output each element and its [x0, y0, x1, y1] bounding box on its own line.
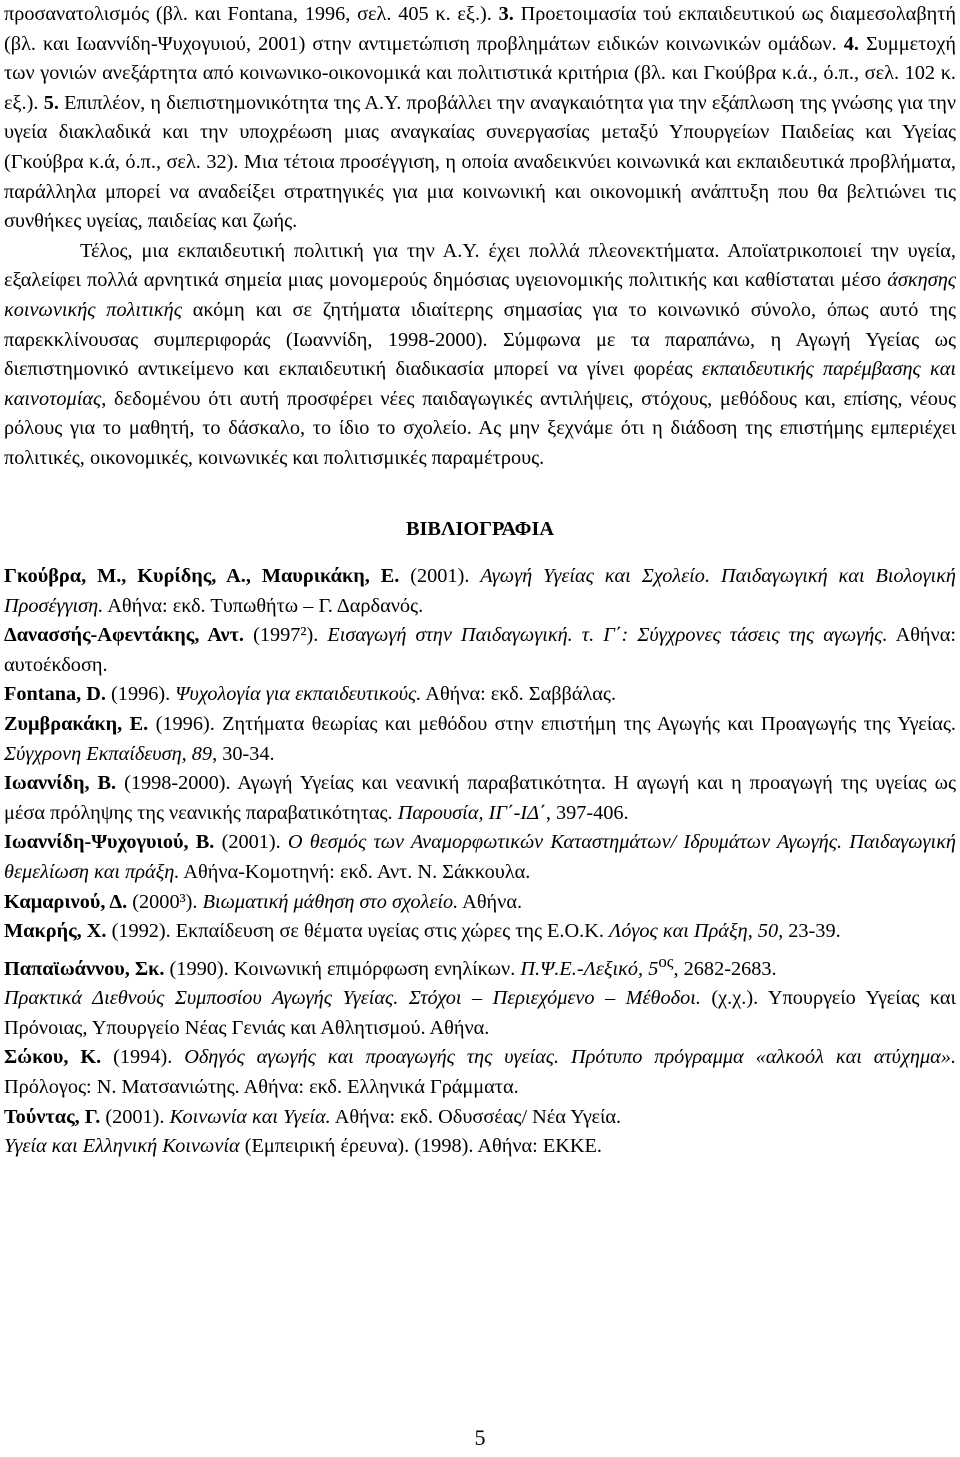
- ref-title: Εισαγωγή στην Παιδαγωγική. τ. Γ΄: Σύγχρονες τάσεις της αγωγής.: [327, 624, 888, 647]
- ref-author: Σώκου, Κ.: [4, 1046, 102, 1069]
- ref-text: (1996). Ζητήματα θεωρίας και μεθόδου στην επιστήμη της Αγωγής και Προαγωγής της Υγείας.: [148, 713, 957, 736]
- reference-entry: [4, 917, 956, 947]
- ref-text: (1998-2000). Αγωγή Υγείας και νεανική παραβατικότητα. Η αγωγή και η προαγωγή της υγείας ως μέσα πρόληψης της νεανικής παραβατικότητας.: [4, 772, 957, 824]
- list-number: 3.: [498, 3, 514, 25]
- ref-text: , 23-39.: [778, 920, 841, 943]
- reference-entry: [4, 621, 956, 680]
- ref-author: Μακρής, Χ.: [4, 920, 107, 943]
- reference-list: [4, 562, 956, 1162]
- text-run: προσανατολισμός (βλ. και Fontana, 1996, σελ. 405 κ. εξ.).: [4, 3, 499, 25]
- ref-title: Κοινωνία και Υγεία.: [169, 1105, 331, 1128]
- ref-text: (2000³).: [127, 890, 203, 913]
- superscript: ος: [658, 951, 674, 971]
- reference-entry: [4, 984, 956, 1043]
- ref-author: Γκούβρα, Μ., Κυρίδης, Α., Μαυρικάκη, Ε.: [4, 565, 400, 588]
- ref-text: (1992). Εκπαίδευση σε θέματα υγείας στις χώρες της Ε.Ο.Κ.: [106, 920, 610, 943]
- text-run: , δεδομένου ότι αυτή προσφέρει νέες παιδαγωγικές αντιλήψεις, στόχους, μεθόδους και, επίσης, νέους ρόλους για το μαθητή, το δάσκαλο, το ίδιο το σχολείο. Ας μην ξεχνάμε ότι η διάδοση της επιστήμης εμπεριέχει πολιτικές, οικονομικές, κοινωνικές και πολιτισμικές παραμέτρους.: [4, 387, 956, 469]
- text-run: Επιπλέον, η διεπιστημονικότητα της Α.Υ. προβάλλει την αναγκαιότητα για την εξάπλωση της γνώσης για την υγεία διακλαδικά και την υποχρέωση μιας αναγκαίας συνεργασίας μεταξύ Υπουργείων Παιδείας και Υγείας (Γκούβρα κ.ά, ό.π., σελ. 32). Μια τέτοια προσέγγιση, η οποία αναδεικνύει κοινωνικά και εκπαιδευτικά προβλήματα, παράλληλα μπορεί να αναδείξει στρατηγικές για μια κοινωνική και οικονομική ανάπτυξη που θα βελτιώνει τις συνθήκες υγείας, παιδείας και ζωής.: [4, 91, 956, 233]
- ref-author: Fontana, D.: [4, 683, 106, 706]
- reference-entry: [4, 562, 956, 621]
- ref-title: Πρακτικά Διεθνούς Συμποσίου Αγωγής Υγείας. Στόχοι – Περιεχόμενο – Μέθοδοι.: [4, 987, 701, 1010]
- ref-text: Πρόλογος: Ν. Ματσανιώτης. Αθήνα: εκδ. Ελληνικά Γράμματα.: [4, 1075, 519, 1098]
- ref-title: Ψυχολογία για εκπαιδευτικούς.: [175, 683, 422, 706]
- ref-text: Αθήνα: εκδ. Τυπωθήτω – Γ. Δαρδανός.: [103, 594, 424, 617]
- ref-author: Ιωαννίδη-Ψυχογυιού, Β.: [4, 831, 215, 854]
- ref-text: Αθήνα: αυτοέκδοση.: [4, 624, 956, 676]
- reference-entry: [4, 1103, 956, 1133]
- ref-title: Οδηγός αγωγής και προαγωγής της υγείας. Πρότυπο πρόγραμμα «αλκοόλ και ατύχημα».: [184, 1046, 957, 1069]
- reference-entry: [4, 1132, 956, 1162]
- reference-entry: [4, 710, 956, 769]
- ref-author: Ζυμβρακάκη, Ε.: [4, 713, 149, 736]
- ref-text: , 397-406.: [545, 801, 629, 824]
- ref-text: (2001).: [100, 1105, 170, 1128]
- ref-text: (1994).: [101, 1046, 185, 1069]
- reference-entry: [4, 1043, 956, 1102]
- ref-title: Π.Ψ.Ε.-Λεξικό, 5: [520, 957, 659, 980]
- italic-text: εκπαιδευτικής παρέμβασης και καινοτομίας: [4, 358, 956, 410]
- ref-author: Ιωαννίδη, Β.: [4, 772, 117, 795]
- paragraph-1: [4, 0, 956, 237]
- ref-text: (2001).: [399, 565, 481, 588]
- ref-text: (1990). Κοινωνική επιμόρφωση ενηλίκων.: [164, 957, 521, 980]
- ref-title: Αγωγή Υγείας και Σχολείο. Παιδαγωγική και Βιολογική Προσέγγιση.: [4, 565, 956, 617]
- ref-text: (χ.χ.). Υπουργείο Υγείας και Πρόνοιας, Υπουργείο Νέας Γενιάς και Αθλητισμού. Αθήνα.: [4, 987, 957, 1039]
- reference-entry: [4, 888, 956, 918]
- ref-text: Αθήνα.: [458, 890, 523, 913]
- ref-title: Λόγος και Πράξη, 50: [609, 920, 779, 943]
- text-run: ακόμη και σε ζητήματα ιδιαίτερης σημασίας για το κοινωνικό σύνολο, όπως αυτό της παρεκκλίνουσας συμπεριφοράς (Ιωαννίδη, 1998-2000). Σύμφωνα με τα παραπάνω, η Αγωγή Υγείας ως διεπιστημονικό αντικείμενο και εκπαιδευτική διαδικασία μπορεί να γίνει φορέας: [4, 298, 957, 381]
- ref-text: Αθήνα: εκδ. Σαββάλας.: [421, 683, 617, 706]
- ref-title: Βιωματική μάθηση στο σχολείο.: [202, 890, 459, 913]
- italic-text: άσκησης κοινωνικής πολιτικής: [4, 269, 956, 321]
- list-number: 4.: [843, 32, 859, 55]
- ref-text: , 30-34.: [212, 742, 275, 765]
- ref-title: Υγεία και Ελληνική Κοινωνία: [4, 1135, 240, 1158]
- ref-author: Δανασσής-Αφεντάκης, Αντ.: [4, 624, 244, 647]
- ref-author: Καμαρινού, Δ.: [4, 890, 128, 913]
- ref-title: Παρουσία, ΙΓ΄-ΙΔ΄: [397, 801, 546, 824]
- reference-entry: [4, 680, 956, 710]
- text-run: Συμμετοχή των γονιών ανεξάρτητα από κοινωνικο-οικονομικά και πολιτιστικά κριτήρια (βλ. και Γκούβρα κ.ά., ό.π., σελ. 102 κ. εξ.).: [4, 32, 956, 114]
- ref-text: Αθήνα: εκδ. Οδυσσέας/ Νέα Υγεία.: [330, 1105, 622, 1128]
- text-run: Προετοιμασία τού εκπαιδευτικού ως διαμεσολαβητή (βλ. και Ιωαννίδη-Ψυχογυιού, 2001) στην αντιμετώπιση προβλημάτων ειδικών κοινωνικών ομάδων.: [4, 3, 956, 55]
- reference-entry: [4, 769, 956, 828]
- paragraph-2: [4, 237, 956, 474]
- document-page: [4, 0, 956, 1162]
- ref-text: (Εμπειρική έρευνα). (1998). Αθήνα: ΕΚΚΕ.: [239, 1135, 602, 1158]
- ref-text: (1996).: [105, 683, 176, 706]
- ref-title: Σύγχρονη Εκπαίδευση, 89: [4, 742, 213, 765]
- bibliography-heading: ΒΙΒΛΙΟΓΡΑΦΙΑ: [406, 517, 554, 540]
- ref-author: Τούντας, Γ.: [4, 1105, 101, 1128]
- ref-text: (1997²).: [244, 624, 328, 647]
- list-number: 5.: [43, 91, 59, 114]
- page-number: 5: [474, 1425, 486, 1450]
- ref-author: Παπαϊωάννου, Σκ.: [4, 957, 165, 980]
- text-run: Τέλος, μια εκπαιδευτική πολιτική για την Α.Υ. έχει πολλά πλεονεκτήματα. Αποϊατρικοποιεί την υγεία, εξαλείφει πολλά αρνητικά σημεία μιας μονομερούς δημόσιας υγειονομικής πολιτικής και καθίσταται μέσο: [4, 239, 956, 292]
- reference-entry: [4, 828, 956, 887]
- ref-title: Ο θεσμός των Αναμορφωτικών Καταστημάτων/ Ιδρυμάτων Αγωγής. Παιδαγωγική θεμελίωση και πράξη.: [4, 831, 956, 884]
- ref-text: , 2682-2683.: [673, 957, 777, 980]
- ref-text: Αθήνα-Κομοτηνή: εκδ. Αντ. Ν. Σάκκουλα.: [179, 861, 531, 884]
- ref-text: (2001).: [214, 831, 288, 854]
- reference-entry: [4, 947, 956, 984]
